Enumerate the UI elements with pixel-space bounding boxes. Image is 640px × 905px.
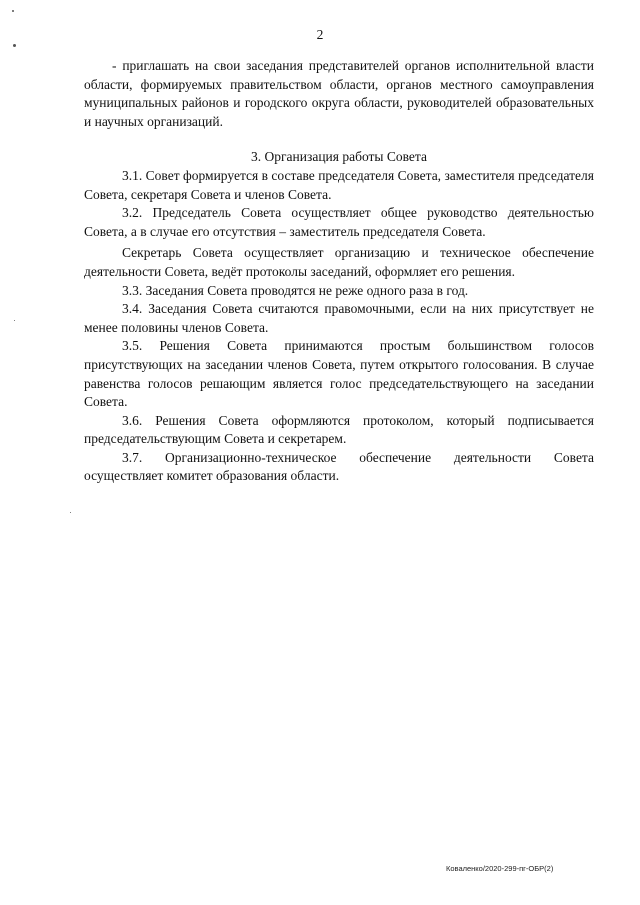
document-body	[84, 57, 594, 486]
paragraph-secretary: Секретарь Совета осуществляет организацию и техническое обеспечение деятельности Совета, ведёт протоколы заседаний, оформляет его решения.	[84, 245, 594, 279]
scan-speck	[70, 512, 71, 513]
paragraph-3-7: 3.7. Организационно-техническое обеспечение деятельности Совета осуществляет комитет образования области.	[84, 449, 594, 484]
paragraph-3-4: 3.4. Заседания Совета считаются правомочными, если на них присутствует не менее половины членов Совета.	[84, 301, 594, 335]
document-reference-code: Коваленко/2020-299-пг-ОБР(2)	[446, 864, 554, 873]
paragraph-3-1: 3.1. Совет формируется в составе председателя Совета, заместителя председателя Совета, секретаря Совета и членов Совета.	[84, 167, 594, 202]
page-number: 2	[316, 27, 324, 42]
paragraph-3-6: 3.6. Решения Совета оформляются протоколом, который подписывается председательствующим Совета и секретарем.	[84, 412, 594, 447]
scan-speck	[14, 320, 15, 321]
paragraph-3-5: 3.5. Решения Совета принимаются простым большинством голосов присутствующих на заседании членов Совета, путем открытого голосования. В случае равенства голосов решающим является голос председательствующего на заседании Совета.	[84, 338, 594, 410]
scan-speck	[12, 10, 14, 12]
list-item-invite: - приглашать на свои заседания представителей органов исполнительной власти области, формируемых правительством области, органов местного самоуправления муниципальных районов и городского округа области, руководителей образовательных и научных организаций.	[84, 58, 594, 129]
section-title: 3. Организация работы Совета	[251, 149, 427, 165]
paragraph-3-2: 3.2. Председатель Совета осуществляет общее руководство деятельностью Совета, а в случае его отсутствия – заместитель председателя Совета.	[84, 205, 594, 239]
scan-speck	[13, 44, 16, 47]
paragraph-3-3: 3.3. Заседания Совета проводятся не реже одного раза в год.	[122, 282, 469, 298]
